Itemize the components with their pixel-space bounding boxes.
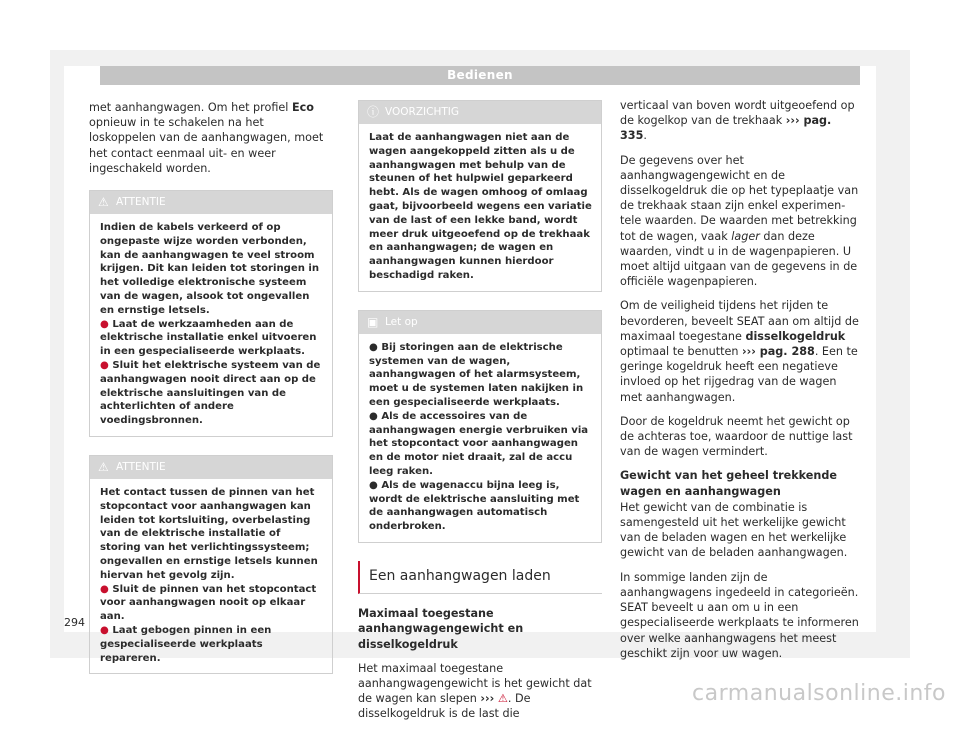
paragraph-3: [620, 298, 862, 404]
page-reference-link[interactable]: ››› pag. 288: [742, 345, 815, 359]
watermark: carmanualsonline.info: [692, 681, 946, 706]
warning-box-1-item: [100, 318, 323, 359]
page-number: 294: [64, 616, 85, 629]
warning-box-2-item: [100, 583, 323, 624]
bullet-icon: ●: [100, 583, 113, 595]
paragraph-3-text-a: Om de veiligheid tijdens het rijden te bevorderen, beveelt SEAT aan om altijd de maximaal toegestane: [620, 299, 859, 343]
bullet-icon: ●: [100, 318, 113, 330]
paragraph-3-bold: disselkogeldruk: [745, 329, 846, 343]
note-box-item: [369, 479, 592, 534]
caution-box-body: [359, 124, 601, 291]
max-weight-text: Het maximaal toegestane aanhangwagengewicht is het gewicht dat de wagen kan slepen: [358, 661, 592, 706]
warning-box-1: [89, 190, 333, 437]
info-square-icon: ▣: [367, 314, 379, 329]
bullet-icon: ●: [100, 624, 113, 636]
warning-box-1-header: [90, 191, 332, 214]
column-middle: [358, 100, 602, 731]
warning-box-2-header: [90, 456, 332, 479]
paragraph-4: Door de kogeldruk neemt het gewicht op de achteras toe, waardoor de nuttige last van de wagen vermindert.: [620, 414, 853, 459]
paragraph-1-text: verticaal van boven wordt uitgeoefend op de kogelkop van de trekhaak: [620, 99, 855, 128]
max-weight-paragraph: [358, 661, 602, 722]
paragraph-2-text-a: De gegevens over het aanhangwagengewicht en de disselkogeldruk die op het typeplaatje van de trekhaak staan zijn enkel experimentele waarden. De waarden met betrekking tot de wagen, vaak: [620, 153, 859, 243]
caution-box: [358, 100, 602, 292]
warning-box-2-item: [100, 624, 323, 665]
intro-paragraph: [89, 100, 333, 176]
note-box: [358, 310, 602, 543]
note-box-body: [359, 334, 601, 542]
warning-box-2-text: Het contact tussen de pinnen van het stopcontact voor aanhangwagen kan leiden tot kortsluiting, overbelasting van de elektrische installatie of storing van het verlichtingssysteem; ongevallen en ernstige letsels kunnen hiervan het gevolg zijn.: [100, 486, 318, 581]
warning-box-1-text: Indien de kabels verkeerd of op ongepaste wijze worden verbonden, kan de aanhangwagen te veel stroom krijgen. Dit kan leiden tot storingen in het volledige elektronische systeem van de wagen, alsook tot ongevallen en ernstige letsels.: [100, 222, 320, 316]
bullet-icon: ●: [100, 359, 113, 371]
intro-text-a: met aanhangwagen. Om het profiel: [89, 101, 292, 114]
warning-box-1-item-text: Laat de werkzaamheden aan de elektrische installatie enkel uitvoeren in een gespecialiseerde werkplaats.: [100, 318, 317, 358]
note-box-item-text: Bij storingen aan de elektrische systemen van de wagen, aanhangwagen of het alarmsysteem, moet u de systemen laten nakijken in een gespecialiseerde werkplaats.: [369, 341, 584, 408]
warning-triangle-icon: ⚠: [497, 692, 508, 706]
warning-box-2-body: [90, 479, 332, 673]
warning-triangle-icon: ⚠: [98, 459, 109, 474]
section-header-label: Bedienen: [447, 68, 513, 82]
bullet-icon: ●: [369, 479, 382, 491]
paragraph-1-end: .: [643, 129, 647, 143]
subheading-max-weight: Maximaal toegestane aanhangwagengewicht en disselkogeldruk: [358, 607, 524, 651]
warning-box-1-item-text: Sluit het elektrische systeem van de aanhangwagen nooit direct aan op de elektrische aansluitingen van de achterlichten of andere voedingsbronnen.: [100, 359, 321, 427]
intro-text-b: opnieuw in te schakelen na het loskoppelen van de aanhangwagen, moet het contact eenmaal uit- en weer ingeschakeld worden.: [89, 116, 324, 175]
section-header: [100, 66, 860, 85]
subheading-combined-weight: Gewicht van het geheel trekkende wagen en aanhangwagen: [620, 469, 837, 498]
paragraph-6: In sommige landen zijn de aanhangwagens ingedeeld in categorieën. SEAT beveelt u aan om u in een gespecialiseerde werkplaats te informeren over welke aanhangwagens het meest geschikt zijn voor uw wagen.: [620, 570, 859, 660]
paragraph-3-text-b: optimaal te benutten: [620, 345, 743, 359]
caution-box-title: VOORZICHTIG: [385, 106, 459, 118]
caution-box-header: [359, 101, 601, 124]
max-weight-text-end: . De disselkogeldruk is de last die: [358, 692, 531, 721]
warning-box-2-title: ATTENTIE: [116, 460, 166, 473]
paragraph-5: Het gewicht van de combinatie is samengesteld uit het werkelijke gewicht van de beladen wagen en het werkelijke gewicht van de beladen aanhangwagen.: [620, 500, 848, 560]
bullet-icon: ●: [369, 341, 382, 353]
warning-box-2-item-text: Sluit de pinnen van het stopcontact voor aanhangwagen nooit op elkaar aan.: [100, 583, 317, 623]
note-box-item: [369, 410, 592, 479]
page-reference-link[interactable]: ››› pag. 335: [620, 114, 832, 143]
eco-profile-label: Eco: [291, 101, 314, 114]
warning-box-1-item: [100, 359, 323, 428]
bullet-icon: ●: [369, 410, 382, 422]
cross-reference-link[interactable]: ›››: [480, 692, 495, 706]
note-box-item-text: Als de wagenaccu bijna leeg is, wordt de elektrische aansluiting met de aanhangwagen automatisch onderbroken.: [369, 479, 580, 533]
paragraph-3-text-c: . Een te geringe kogeldruk heeft een negatieve invloed op het rijgedrag van de wagen met aanhangwagen.: [620, 345, 858, 404]
paragraph-2: [620, 153, 862, 290]
paragraph-1: [620, 98, 862, 144]
warning-box-2-item-text: Laat gebogen pinnen in een gespecialiseerde werkplaats repareren.: [100, 624, 272, 664]
section-title: Een aanhangwagen laden: [358, 561, 602, 594]
warning-box-1-title: ATTENTIE: [116, 196, 166, 209]
warning-box-1-body: [90, 214, 332, 436]
caution-box-text: Laat de aanhangwagen niet aan de wagen aangekoppeld zitten als u de aanhangwagen met behulp van de steunen of het hulpwiel geparkeerd hebt. Als de wagen omhoog of omlaag gaat, bijvoorbeeld wegens een variatie van de last of een lekke band, wordt meer druk uitgeoefend op de trekhaak en aanhangwagen; de wagen en aanhangwagen kunnen hierdoor beschadigd raken.: [369, 132, 592, 281]
note-box-item: [369, 341, 592, 410]
note-box-item-text: Als de accessoires van de aanhangwagen energie verbruiken via het stopcontact voor aanhangwagen en de motor niet draait, zal de accu leeg raken.: [369, 410, 589, 477]
column-right: [620, 98, 862, 670]
warning-triangle-icon: ⚠: [98, 195, 109, 210]
paragraph-2-text-b: dan deze waarden, vindt u in de wagenpapieren. U moet altijd uitgaan van de gegevens in de officiële wagenpapieren.: [620, 229, 858, 289]
column-left: [89, 100, 333, 692]
note-box-title: Let op: [385, 315, 418, 328]
exclamation-circle-icon: ⓘ: [367, 105, 380, 119]
paragraph-2-italic: lager: [731, 229, 760, 243]
note-box-header: [359, 311, 601, 334]
warning-box-2: [89, 455, 333, 674]
